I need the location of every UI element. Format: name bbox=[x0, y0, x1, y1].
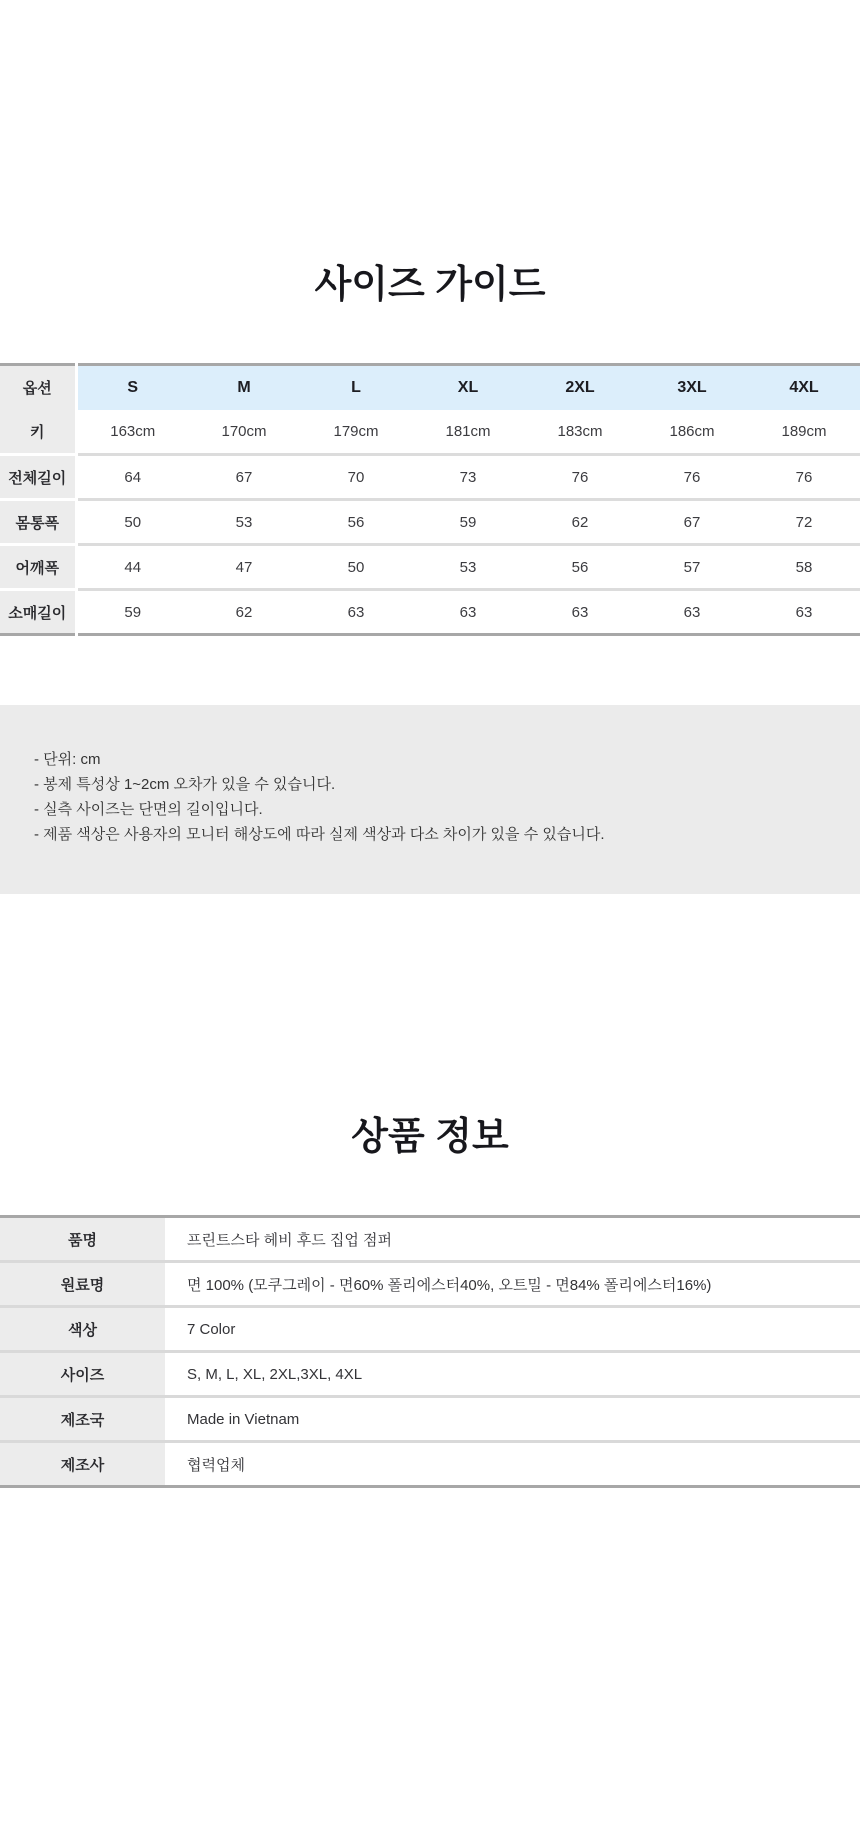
table-cell: 170cm bbox=[188, 410, 300, 455]
note-line: - 제품 색상은 사용자의 모니터 해상도에 따라 실제 색상과 다소 차이가 있을 수 있습니다. bbox=[34, 826, 605, 843]
table-cell: 협력업체 bbox=[165, 1442, 860, 1487]
table-cell: 7 Color bbox=[165, 1307, 860, 1352]
table-cell: 57 bbox=[636, 545, 748, 590]
row-label: 키 bbox=[0, 410, 76, 455]
table-cell: 67 bbox=[188, 455, 300, 500]
row-label: 원료명 bbox=[0, 1262, 165, 1307]
table-cell: 53 bbox=[412, 545, 524, 590]
size-column-header: 2XL bbox=[524, 365, 636, 410]
table-row bbox=[0, 545, 860, 590]
table-row bbox=[0, 410, 860, 455]
table-cell: 53 bbox=[188, 500, 300, 545]
table-cell: 64 bbox=[76, 455, 188, 500]
table-row bbox=[0, 500, 860, 545]
table-cell: 179cm bbox=[300, 410, 412, 455]
table-row bbox=[0, 1307, 860, 1352]
table-cell: 63 bbox=[524, 590, 636, 635]
table-row bbox=[0, 455, 860, 500]
product-info-title: 상품 정보 bbox=[351, 1116, 509, 1158]
table-row bbox=[0, 1442, 860, 1487]
row-label: 몸통폭 bbox=[0, 500, 76, 545]
row-label: 제조국 bbox=[0, 1397, 165, 1442]
note-line: - 봉제 특성상 1~2cm 오차가 있을 수 있습니다. bbox=[34, 776, 336, 793]
size-column-header: M bbox=[188, 365, 300, 410]
note-line: - 단위: cm bbox=[34, 751, 101, 768]
table-cell: 프린트스타 헤비 후드 집업 점퍼 bbox=[165, 1217, 860, 1262]
table-cell: 59 bbox=[412, 500, 524, 545]
note-line: - 실측 사이즈는 단면의 길이입니다. bbox=[34, 801, 263, 818]
row-label: 사이즈 bbox=[0, 1352, 165, 1397]
table-row bbox=[0, 1217, 860, 1262]
row-label: 전체길이 bbox=[0, 455, 76, 500]
table-cell: 70 bbox=[300, 455, 412, 500]
row-label: 색상 bbox=[0, 1307, 165, 1352]
table-row bbox=[0, 1397, 860, 1442]
size-column-header: 3XL bbox=[636, 365, 748, 410]
product-info-table bbox=[0, 1215, 860, 1488]
row-label: 소매길이 bbox=[0, 590, 76, 635]
table-cell: 56 bbox=[524, 545, 636, 590]
size-column-header: XL bbox=[412, 365, 524, 410]
table-cell: 면 100% (모쿠그레이 - 면60% 폴리에스터40%, 오트밀 - 면84% 폴리에스터16%) bbox=[165, 1262, 860, 1307]
table-cell: 50 bbox=[76, 500, 188, 545]
table-cell: S, M, L, XL, 2XL,3XL, 4XL bbox=[165, 1352, 860, 1397]
table-cell: 62 bbox=[188, 590, 300, 635]
table-row bbox=[0, 1352, 860, 1397]
table-cell: 59 bbox=[76, 590, 188, 635]
table-cell: 189cm bbox=[748, 410, 860, 455]
table-cell: 183cm bbox=[524, 410, 636, 455]
table-cell: 47 bbox=[188, 545, 300, 590]
table-cell: 58 bbox=[748, 545, 860, 590]
table-cell: 72 bbox=[748, 500, 860, 545]
size-guide-table bbox=[0, 363, 860, 636]
table-cell: 63 bbox=[300, 590, 412, 635]
table-cell: 63 bbox=[636, 590, 748, 635]
row-label: 품명 bbox=[0, 1217, 165, 1262]
size-column-header: S bbox=[76, 365, 188, 410]
table-cell: 63 bbox=[412, 590, 524, 635]
size-column-header: 4XL bbox=[748, 365, 860, 410]
table-cell: 163cm bbox=[76, 410, 188, 455]
size-table-header-row bbox=[0, 365, 860, 410]
table-cell: 56 bbox=[300, 500, 412, 545]
table-row bbox=[0, 590, 860, 635]
table-cell: 44 bbox=[76, 545, 188, 590]
table-cell: 181cm bbox=[412, 410, 524, 455]
table-cell: 76 bbox=[524, 455, 636, 500]
table-cell: 76 bbox=[748, 455, 860, 500]
size-table-corner-label: 옵션 bbox=[0, 365, 76, 410]
table-cell: 67 bbox=[636, 500, 748, 545]
table-cell: 62 bbox=[524, 500, 636, 545]
table-cell: Made in Vietnam bbox=[165, 1397, 860, 1442]
size-guide-notes bbox=[0, 705, 860, 894]
size-guide-title: 사이즈 가이드 bbox=[314, 264, 546, 306]
table-row bbox=[0, 1262, 860, 1307]
table-cell: 63 bbox=[748, 590, 860, 635]
table-cell: 76 bbox=[636, 455, 748, 500]
table-cell: 186cm bbox=[636, 410, 748, 455]
size-column-header: L bbox=[300, 365, 412, 410]
table-cell: 73 bbox=[412, 455, 524, 500]
row-label: 어깨폭 bbox=[0, 545, 76, 590]
table-cell: 50 bbox=[300, 545, 412, 590]
row-label: 제조사 bbox=[0, 1442, 165, 1487]
